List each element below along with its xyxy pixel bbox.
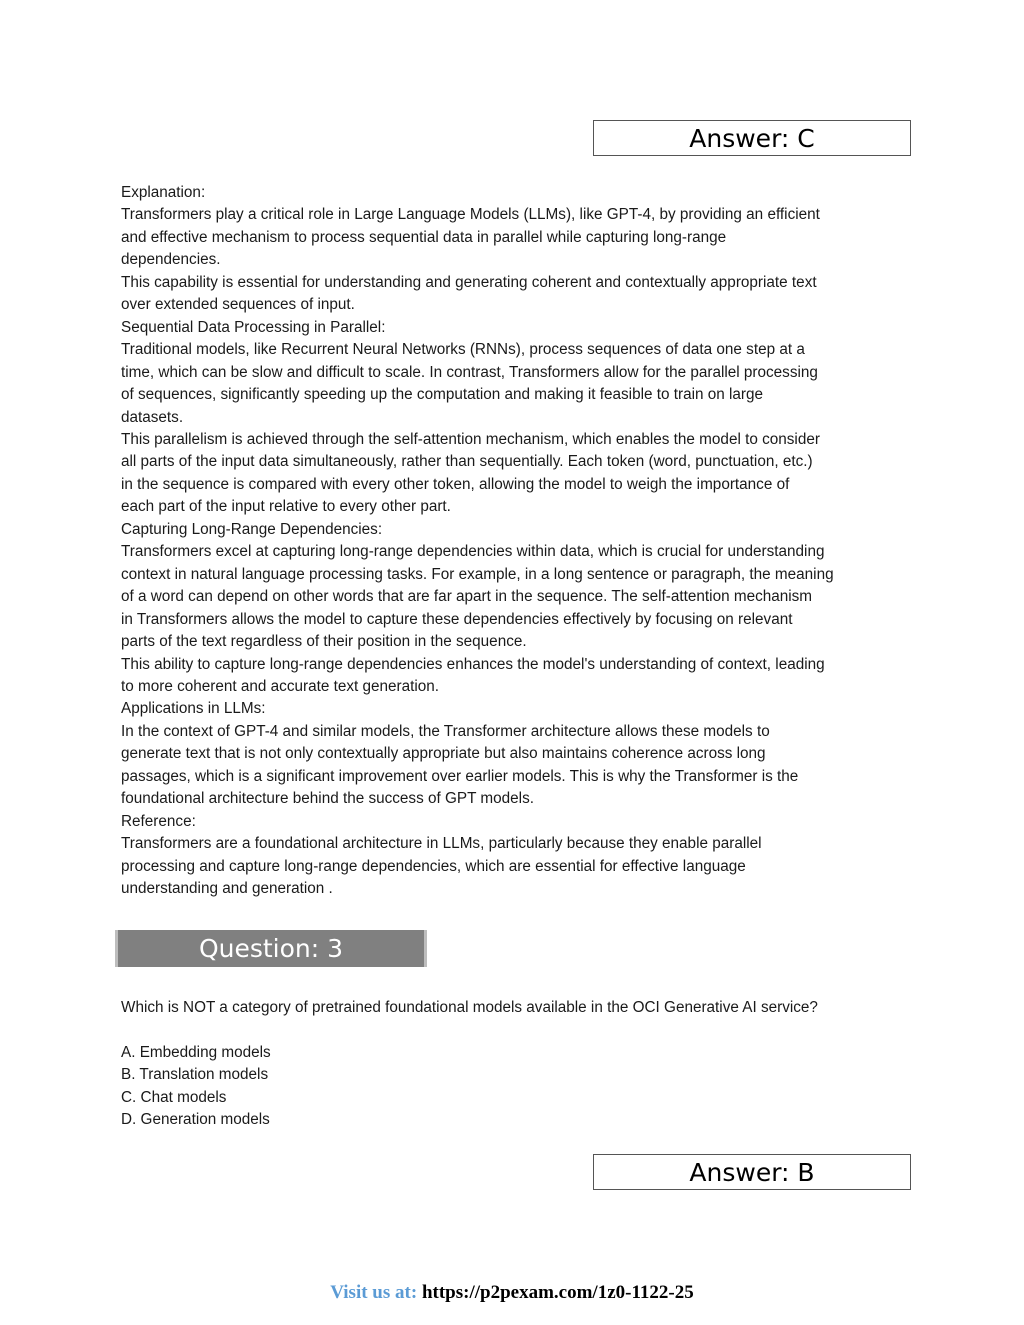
- footer-link[interactable]: https://p2pexam.com/1z0-1122-25: [421, 1282, 694, 1303]
- explanation-line: in Transformers allows the model to capture these dependencies effectively by focusing on relevant: [121, 610, 793, 628]
- question-header: Question: 3: [115, 930, 427, 967]
- explanation-line: and effective mechanism to process sequential data in parallel while capturing long-range: [121, 228, 727, 246]
- answer-options: [121, 1042, 271, 1132]
- explanation-line: to more coherent and accurate text generation.: [121, 677, 440, 695]
- explanation-line: each part of the input relative to every other part.: [121, 498, 451, 516]
- explanation-line: time, which can be slow and difficult to scale. In contrast, Transformers allow for the parallel processing: [121, 363, 818, 381]
- explanation-line: This ability to capture long-range dependencies enhances the model's understanding of context, leading: [121, 655, 825, 673]
- answer-box-current: Answer: B: [593, 1154, 911, 1190]
- explanation-line: passages, which is a significant improvement over earlier models. This is why the Transformer is the: [121, 767, 799, 785]
- explanation-line: generate text that is not only contextually appropriate but also maintains coherence across long: [121, 745, 766, 763]
- explanation-line: In the context of GPT-4 and similar models, the Transformer architecture allows these models to: [121, 722, 770, 740]
- explanation-line: datasets.: [121, 408, 184, 426]
- explanation-line: in the sequence is compared with every other token, allowing the model to weigh the importance of: [121, 475, 790, 493]
- explanation-line: Transformers play a critical role in Large Language Models (LLMs), like GPT-4, by providing an efficient: [121, 206, 820, 224]
- explanation-line: processing and capture long-range dependencies, which are essential for effective language: [121, 857, 746, 875]
- explanation-line: Reference:: [121, 812, 196, 830]
- explanation-line: Applications in LLMs:: [121, 700, 266, 718]
- explanation-line: of sequences, significantly speeding up the computation and making it feasible to train on large: [121, 386, 764, 404]
- explanation-line: This parallelism is achieved through the self-attention mechanism, which enables the model to consider: [121, 430, 820, 448]
- explanation-line: foundational architecture behind the success of GPT models.: [121, 790, 534, 808]
- option-item: C. Chat models: [121, 1088, 227, 1106]
- footer-visit-label: Visit us at:: [330, 1282, 418, 1303]
- explanation-line: This capability is essential for understanding and generating coherent and contextually appropriate text: [121, 273, 817, 291]
- explanation-line: parts of the text regardless of their position in the sequence.: [121, 633, 527, 651]
- explanation-line: Transformers excel at capturing long-range dependencies within data, which is crucial for understanding: [121, 543, 825, 561]
- option-item: A. Embedding models: [121, 1044, 271, 1061]
- explanation-block: [121, 182, 921, 901]
- option-item: D. Generation models: [121, 1111, 270, 1129]
- explanation-line: over extended sequences of input.: [121, 296, 355, 314]
- question-text: Which is NOT a category of pretrained foundational models available in the OCI Generative AI service?: [121, 999, 818, 1016]
- answer-box-previous: Answer: C: [593, 120, 911, 156]
- explanation-line: Explanation:: [121, 184, 206, 201]
- explanation-line: Capturing Long-Range Dependencies:: [121, 520, 383, 538]
- explanation-line: understanding and generation .: [121, 880, 333, 898]
- footer: [0, 1282, 1024, 1304]
- explanation-line: context in natural language processing tasks. For example, in a long sentence or paragraph, the meaning: [121, 565, 834, 583]
- explanation-line: Sequential Data Processing in Parallel:: [121, 318, 386, 336]
- explanation-line: all parts of the input data simultaneously, rather than sequentially. Each token (word, punctuation, etc.): [121, 453, 813, 471]
- explanation-line: of a word can depend on other words that are far apart in the sequence. The self-attention mechanism: [121, 588, 813, 606]
- explanation-line: Traditional models, like Recurrent Neural Networks (RNNs), process sequences of data one step at a: [121, 341, 805, 359]
- explanation-line: Transformers are a foundational architecture in LLMs, particularly because they enable parallel: [121, 835, 762, 853]
- option-item: B. Translation models: [121, 1066, 269, 1084]
- explanation-line: dependencies.: [121, 251, 221, 269]
